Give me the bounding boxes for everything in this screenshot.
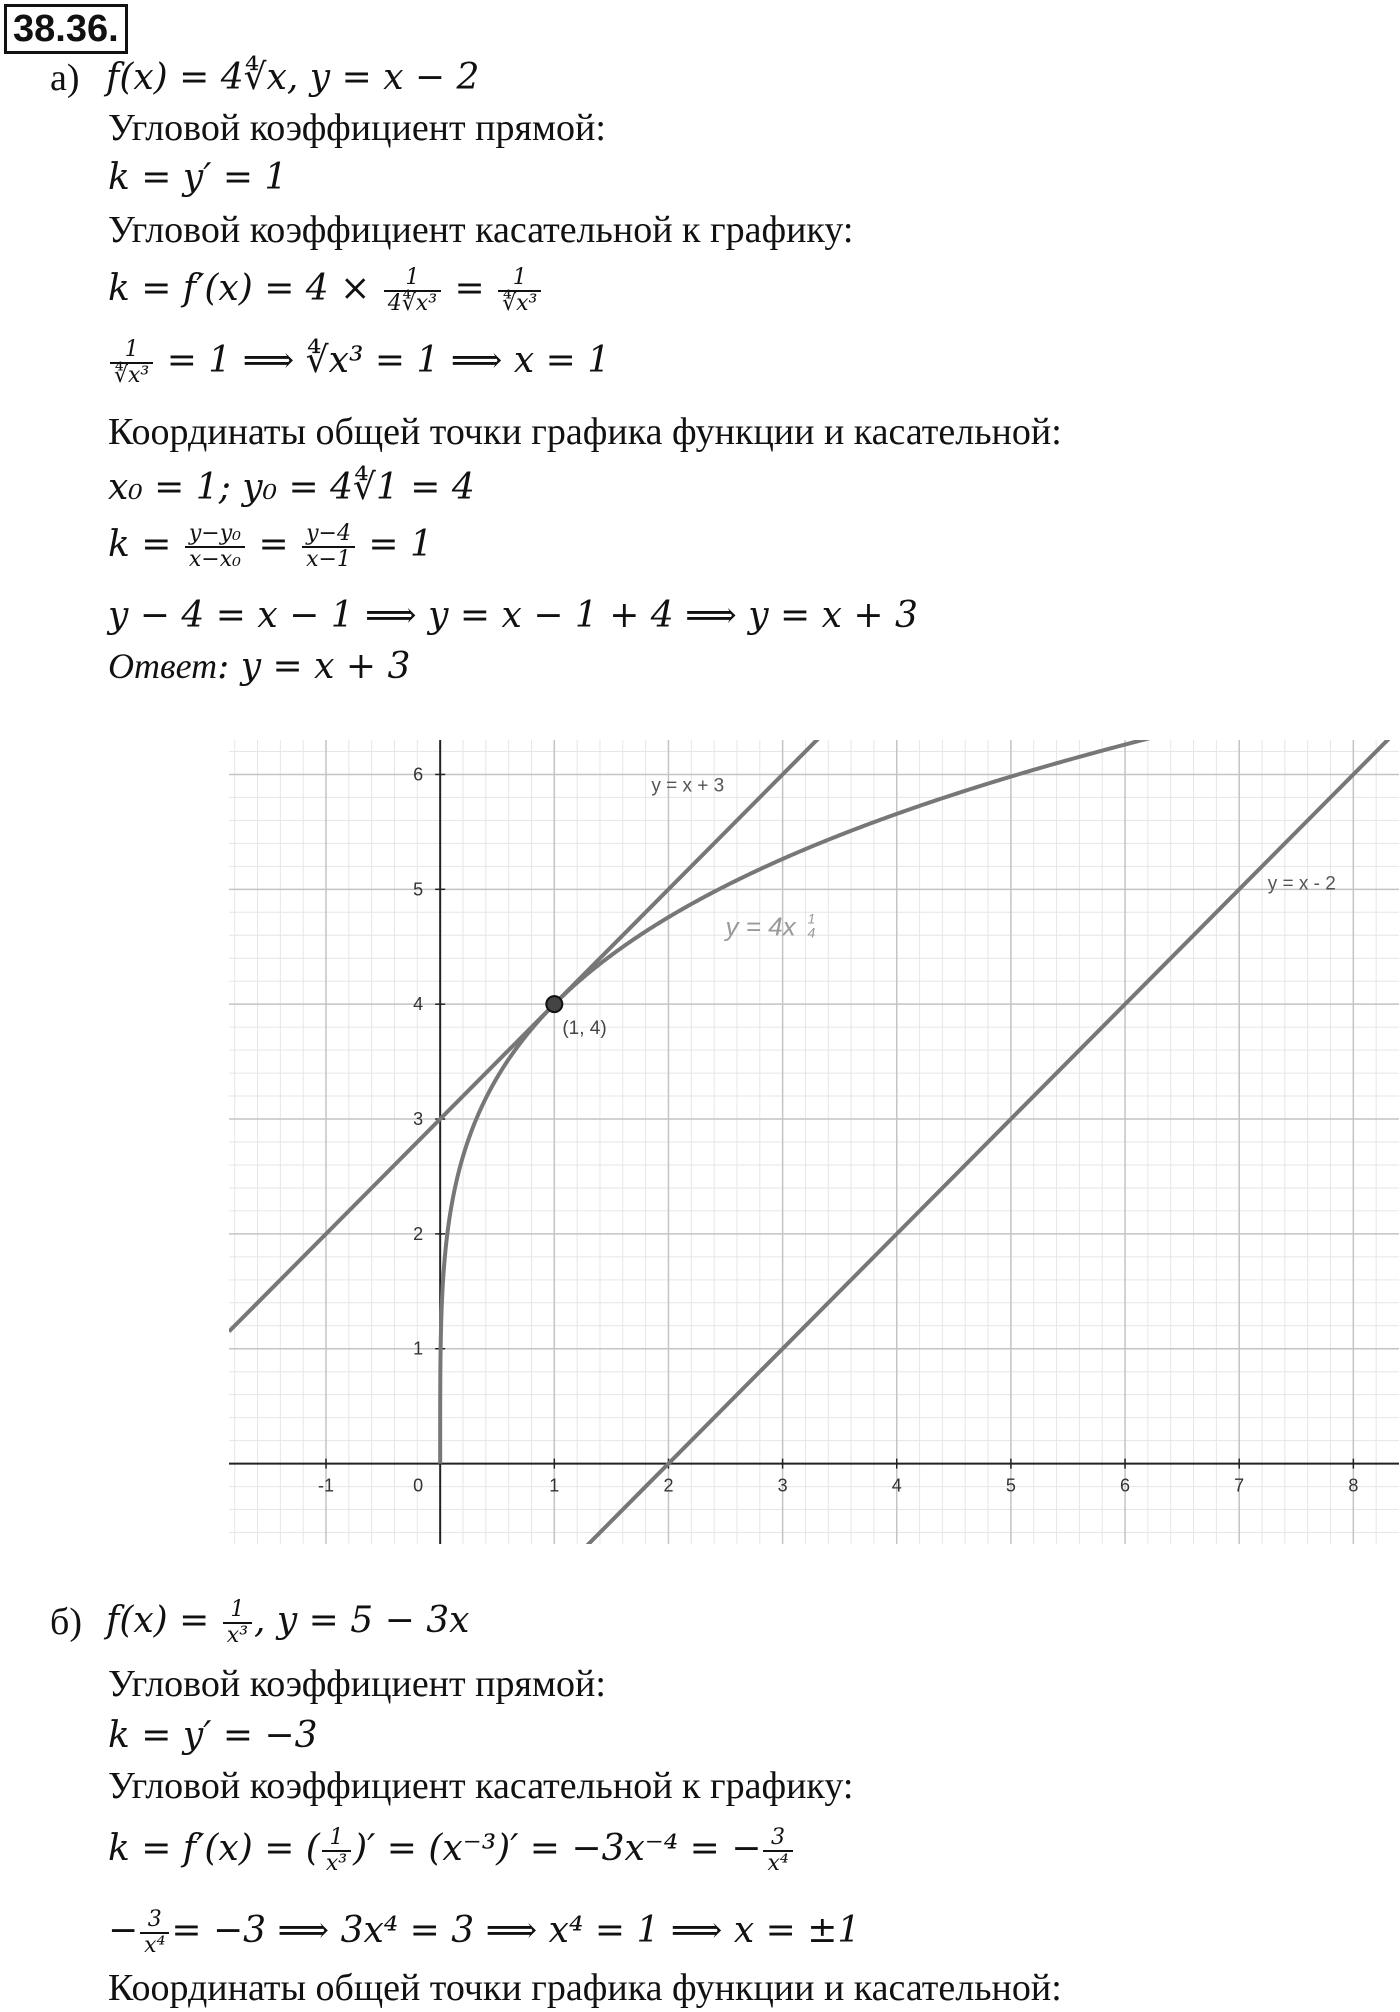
x-tick-label: 7 bbox=[1234, 1475, 1245, 1496]
part-b-deriv-frac2-den: x⁴ bbox=[767, 1851, 789, 1876]
part-a-k-frac1 bbox=[185, 522, 245, 572]
part-a-common-point-label: Координаты общей точки графика функции и касательной: bbox=[108, 411, 1062, 453]
part-a-answer bbox=[108, 644, 410, 689]
part-b-deriv-frac2 bbox=[763, 1826, 792, 1876]
part-b-given-frac-den: x³ bbox=[226, 1623, 249, 1648]
part-a-k-lhs: k = bbox=[108, 524, 172, 565]
x-tick-label: 8 bbox=[1348, 1475, 1359, 1496]
annotation-exponent: 1 bbox=[807, 910, 816, 927]
part-b-solve-frac-num: 3 bbox=[140, 1908, 169, 1934]
part-b-solve-frac-den: x⁴ bbox=[144, 1933, 166, 1958]
part-a-slope-tangent-label: Угловой коэффициент касательной к графику: bbox=[108, 209, 854, 251]
part-a-solve bbox=[108, 338, 610, 388]
part-b-solve-frac bbox=[140, 1908, 169, 1958]
part-b-given-frac-num: 1 bbox=[223, 1598, 252, 1624]
part-a-k-frac2-den: x−1 bbox=[306, 547, 351, 572]
part-a-k-frac1-num: y−y₀ bbox=[185, 522, 245, 548]
part-b-marker: б) bbox=[50, 1601, 82, 1643]
tick-labels bbox=[318, 764, 1358, 1495]
part-b-slope-line-label: Угловой коэффициент прямой: bbox=[108, 1663, 606, 1705]
part-a-k-eq: = bbox=[258, 524, 289, 565]
point-marker bbox=[546, 996, 562, 1012]
part-a-k-rhs: = 1 bbox=[368, 524, 433, 565]
x-tick-label: 4 bbox=[891, 1475, 902, 1496]
y-tick-label: 2 bbox=[413, 1223, 424, 1244]
x-tick-label: 2 bbox=[663, 1475, 674, 1496]
part-b-given bbox=[106, 1598, 469, 1648]
part-a-k-frac1-den: x−x₀ bbox=[188, 547, 241, 572]
annotation-label: y = 4x bbox=[725, 911, 796, 942]
part-a-deriv-frac1 bbox=[384, 266, 441, 316]
part-a-deriv-frac2-num: 1 bbox=[498, 266, 541, 292]
y-tick-label: 4 bbox=[413, 994, 424, 1015]
part-b-given-rest: , y = 5 − 3x bbox=[254, 1600, 470, 1641]
part-a-marker: а) bbox=[50, 57, 80, 99]
part-a-solve-frac-den: ∜x³ bbox=[114, 363, 150, 388]
tangent-chart bbox=[229, 740, 1399, 1544]
part-b-deriv-frac2-num: 3 bbox=[763, 1826, 792, 1852]
y-tick-label: 5 bbox=[413, 879, 424, 900]
part-a-slope-line: k = y′ = 1 bbox=[108, 157, 288, 198]
part-a-k-frac2 bbox=[302, 522, 355, 572]
part-b-deriv-lhs: k = f′(x) = ( bbox=[108, 1828, 320, 1869]
part-b-deriv-frac bbox=[322, 1826, 351, 1876]
part-a-derivative bbox=[108, 266, 543, 316]
part-a-deriv-frac2-den: ∜x³ bbox=[502, 291, 538, 316]
point-label: (1, 4) bbox=[562, 1018, 607, 1040]
part-b-solve-lhs: − bbox=[108, 1910, 139, 1951]
part-b-solve bbox=[108, 1908, 860, 1958]
part-b-derivative bbox=[108, 1826, 795, 1876]
x-tick-label: 1 bbox=[549, 1475, 560, 1496]
part-b-deriv-frac-den: x³ bbox=[325, 1851, 348, 1876]
x-tick-label: 0 bbox=[413, 1475, 424, 1496]
part-a-k-formula bbox=[108, 522, 433, 572]
part-b-solve-rest: = −3 ⟹ 3x⁴ = 3 ⟹ x⁴ = 1 ⟹ x = ±1 bbox=[171, 1910, 861, 1951]
part-a-given: f(x) = 4∜x, y = x − 2 bbox=[106, 57, 480, 98]
part-a-line-equation: y − 4 = x − 1 ⟹ y = x − 1 + 4 ⟹ y = x + 3 bbox=[108, 595, 918, 636]
series-line-1 bbox=[229, 740, 1399, 1332]
y-tick-label: 1 bbox=[413, 1338, 424, 1359]
x-tick-label: -1 bbox=[318, 1475, 335, 1496]
minor-grid bbox=[229, 740, 1399, 1544]
x-tick-label: 6 bbox=[1120, 1475, 1131, 1496]
part-b-slope-line: k = y′ = −3 bbox=[108, 1715, 318, 1756]
part-a-k-frac2-num: y−4 bbox=[302, 522, 355, 548]
annotation-exponent-den: 4 bbox=[807, 924, 816, 941]
part-a-point-line: x₀ = 1; y₀ = 4∜1 = 4 bbox=[108, 467, 475, 508]
part-a-answer-value: : y = x + 3 bbox=[217, 646, 411, 687]
part-a-solve-frac bbox=[110, 338, 153, 388]
y-tick-label: 3 bbox=[413, 1109, 424, 1130]
part-b-slope-tangent-label: Угловой коэффициент касательной к графику: bbox=[108, 1765, 854, 1807]
x-tick-label: 3 bbox=[777, 1475, 788, 1496]
part-a-deriv-eq: = bbox=[454, 268, 485, 309]
part-b-given-lhs: f(x) = bbox=[106, 1600, 210, 1641]
part-b-common-point-label: Координаты общей точки графика функции и касательной: bbox=[108, 1967, 1062, 2009]
part-a-deriv-frac1-num: 1 bbox=[384, 266, 441, 292]
part-a-slope-line-label: Угловой коэффициент прямой: bbox=[108, 107, 606, 149]
part-a-deriv-frac2 bbox=[498, 266, 541, 316]
part-a-answer-label: Ответ bbox=[108, 646, 218, 686]
part-b-deriv-mid: )′ = (x⁻³)′ = −3x⁻⁴ = − bbox=[353, 1828, 762, 1869]
part-a-solve-rest: = 1 ⟹ ∜x³ = 1 ⟹ x = 1 bbox=[166, 340, 611, 381]
points bbox=[546, 996, 606, 1039]
part-a-deriv-lhs: k = f′(x) = 4 × bbox=[108, 268, 371, 309]
annotation-label: y = x - 2 bbox=[1267, 873, 1336, 895]
part-a-solve-frac-num: 1 bbox=[110, 338, 153, 364]
y-tick-label: 6 bbox=[413, 764, 424, 785]
part-b-given-frac bbox=[223, 1598, 252, 1648]
x-tick-label: 5 bbox=[1005, 1475, 1016, 1496]
part-a-deriv-frac1-den: 4∜x³ bbox=[387, 291, 438, 316]
part-b-deriv-frac-num: 1 bbox=[322, 1826, 351, 1852]
annotation-label: y = x + 3 bbox=[651, 775, 725, 797]
problem-number: 38.36. bbox=[4, 4, 128, 54]
